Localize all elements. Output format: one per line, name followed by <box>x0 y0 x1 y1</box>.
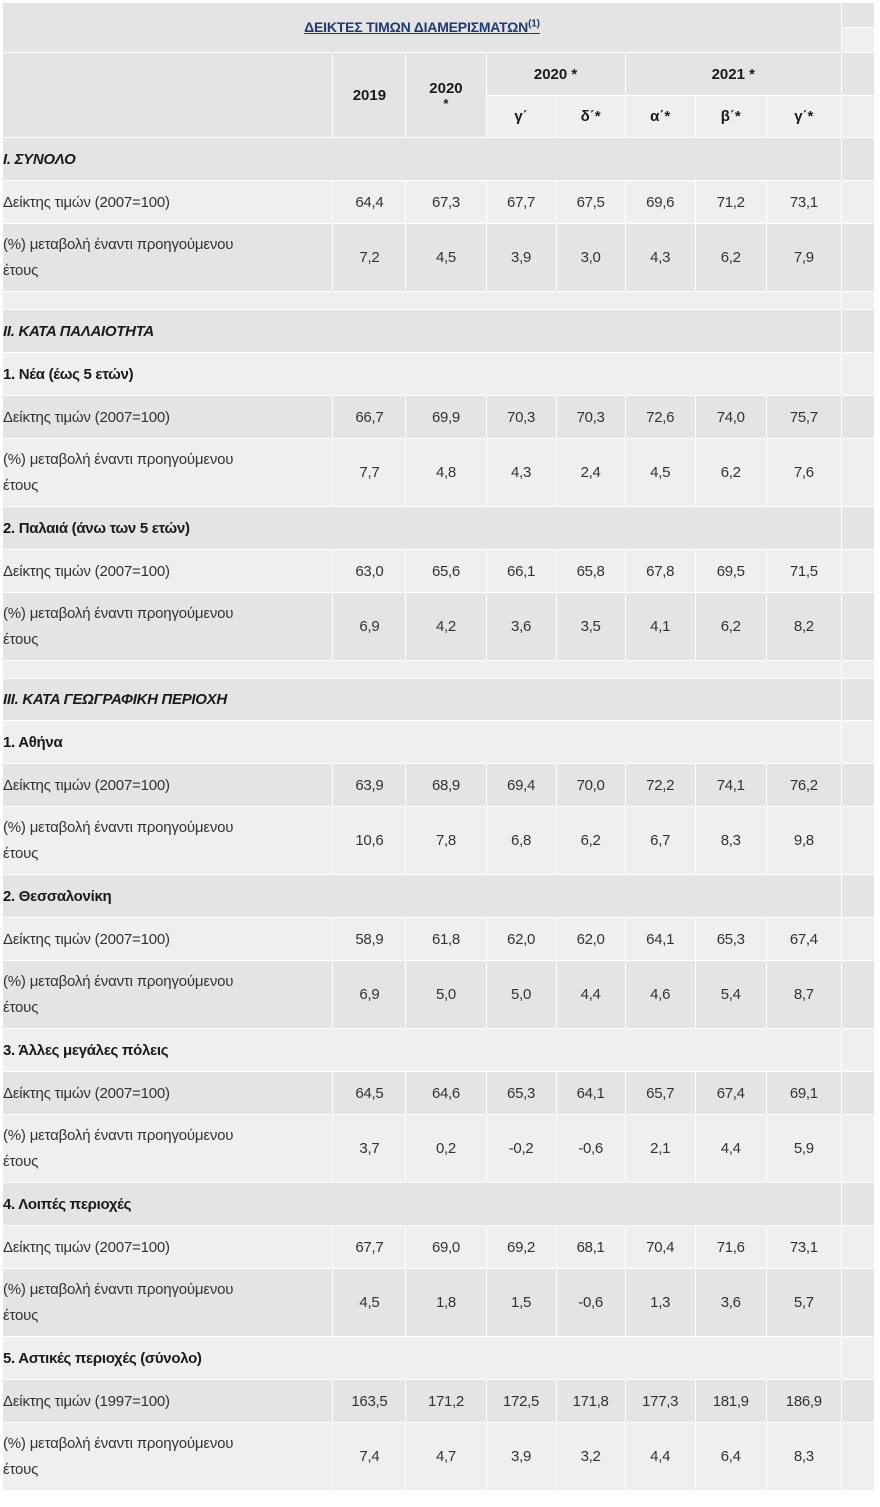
header-2020-star: * <box>443 95 449 111</box>
value-cell: 4,3 <box>650 249 671 266</box>
value-cell: 71,6 <box>716 1238 745 1256</box>
row-label <box>3 224 332 291</box>
header-group-2021: 2021 * <box>626 53 841 95</box>
section-title: II. ΚΑΤΑ ΠΑΛΑΙΟΤΗΤΑ <box>3 322 154 340</box>
value-cell: 6,9 <box>359 986 380 1003</box>
table-row <box>3 1269 874 1336</box>
value-cell: 7,8 <box>435 832 456 849</box>
value-cell: 8,3 <box>720 832 741 849</box>
row-label: Δείκτης τιμών (2007=100) <box>3 930 170 948</box>
header-quarter: α΄* <box>626 96 695 137</box>
value-cell: 3,0 <box>580 249 601 266</box>
row-label-line: έτους <box>3 476 39 494</box>
row-label-line: (%) μεταβολή έναντι προηγούμενου <box>3 450 234 468</box>
spacer-cell <box>842 96 874 137</box>
value-cell: 73,1 <box>789 193 818 211</box>
value-cell: 163,5 <box>351 1392 388 1410</box>
value-cell: 62,0 <box>576 930 605 948</box>
row-label-line: (%) μεταβολή έναντι προηγούμενου <box>3 1126 234 1144</box>
value-cell: 1,3 <box>650 1294 671 1311</box>
value-cell: 69,4 <box>507 776 536 794</box>
value-cell: 6,2 <box>720 249 741 266</box>
value-cell: 66,1 <box>507 562 536 580</box>
table-row <box>3 1226 874 1268</box>
value-cell: 72,6 <box>646 408 675 426</box>
value-cell: 7,2 <box>359 249 380 266</box>
value-cell: 177,3 <box>642 1392 679 1410</box>
row-label-line: (%) μεταβολή έναντι προηγούμενου <box>3 972 234 990</box>
value-cell: 67,3 <box>431 193 460 211</box>
table-row <box>3 550 874 592</box>
value-cell: 65,8 <box>576 562 605 580</box>
value-cell: 2,1 <box>650 1140 671 1157</box>
value-cell: 68,9 <box>431 776 460 794</box>
header-label-cell <box>3 53 332 137</box>
value-cell: 65,6 <box>431 562 460 580</box>
value-cell: 6,9 <box>359 618 380 635</box>
value-cell: 4,4 <box>720 1140 741 1157</box>
value-cell: 10,6 <box>355 832 384 849</box>
header-quarter: β΄* <box>696 96 766 137</box>
table-row <box>3 961 874 1028</box>
value-cell: 69,2 <box>507 1238 536 1256</box>
value-cell: -0,6 <box>578 1140 603 1157</box>
value-cell: 4,8 <box>435 464 456 481</box>
value-cell: 71,5 <box>789 562 818 580</box>
value-cell: 1,8 <box>435 1294 456 1311</box>
row-label <box>3 807 332 874</box>
value-cell: 5,0 <box>511 986 531 1003</box>
value-cell: 186,9 <box>785 1392 822 1410</box>
value-cell: 74,0 <box>716 408 745 426</box>
value-cell: 4,5 <box>359 1294 380 1311</box>
row-label-line: (%) μεταβολή έναντι προηγούμενου <box>3 1280 234 1298</box>
value-cell: 8,7 <box>793 986 814 1003</box>
value-cell: 64,6 <box>431 1084 460 1102</box>
value-cell: 64,5 <box>355 1084 384 1102</box>
spacer-cell <box>842 28 874 52</box>
subsection-title: 2. Θεσσαλονίκη <box>3 887 112 905</box>
value-cell: 7,7 <box>359 464 380 481</box>
value-cell: 69,9 <box>431 408 460 426</box>
value-cell: 64,4 <box>355 193 384 211</box>
table-row <box>3 181 874 223</box>
value-cell: 67,4 <box>789 930 818 948</box>
separator-row <box>3 292 874 309</box>
header-2020 <box>406 53 485 137</box>
value-cell: 6,2 <box>720 618 741 635</box>
row-label: Δείκτης τιμών (2007=100) <box>3 193 170 211</box>
header-2019: 2019 <box>333 53 405 137</box>
value-cell: 62,0 <box>507 930 536 948</box>
value-cell: 4,6 <box>650 986 671 1003</box>
value-cell: 66,7 <box>355 408 384 426</box>
value-cell: 3,7 <box>359 1140 380 1157</box>
value-cell: 7,4 <box>359 1448 380 1465</box>
value-cell: 0,2 <box>435 1140 456 1157</box>
header-quarter: γ΄* <box>767 96 841 137</box>
row-label-line: έτους <box>3 630 39 648</box>
value-cell: 65,3 <box>507 1084 536 1102</box>
value-cell: 5,9 <box>793 1140 814 1157</box>
separator-row <box>3 661 874 678</box>
value-cell: 5,0 <box>435 986 456 1003</box>
value-cell: 5,4 <box>720 986 741 1003</box>
row-label-line: (%) μεταβολή έναντι προηγούμενου <box>3 235 234 253</box>
value-cell: 64,1 <box>576 1084 605 1102</box>
row-label <box>3 593 332 660</box>
value-cell: 6,2 <box>580 832 601 849</box>
value-cell: 63,9 <box>355 776 384 794</box>
subsection-row <box>3 507 874 549</box>
value-cell: 4,7 <box>435 1448 456 1465</box>
subsection-title: 1. Αθήνα <box>3 733 63 751</box>
value-cell: 67,5 <box>576 193 605 211</box>
value-cell: 75,7 <box>789 408 818 426</box>
row-label-line: έτους <box>3 1460 39 1478</box>
value-cell: 4,3 <box>511 464 531 481</box>
value-cell: 70,4 <box>646 1238 675 1256</box>
table-row <box>3 807 874 874</box>
row-label-line: έτους <box>3 998 39 1016</box>
value-cell: 171,8 <box>572 1392 609 1410</box>
value-cell: 67,7 <box>507 193 536 211</box>
value-cell: 68,1 <box>576 1238 605 1256</box>
row-label <box>3 1115 332 1182</box>
value-cell: 172,5 <box>503 1392 540 1410</box>
table-title: ΔΕΙΚΤΕΣ ΤΙΜΩΝ ΔΙΑΜΕΡΙΣΜΑΤΩΝ <box>304 19 529 36</box>
header-group-2020: 2020 * <box>487 53 625 95</box>
value-cell: 70,3 <box>507 408 536 426</box>
value-cell: 4,4 <box>580 986 601 1003</box>
value-cell: 69,0 <box>431 1238 460 1256</box>
value-cell: 2,4 <box>580 464 601 481</box>
table-row <box>3 439 874 506</box>
value-cell: 58,9 <box>355 930 384 948</box>
value-cell: 6,8 <box>511 832 531 849</box>
value-cell: 69,1 <box>789 1084 818 1102</box>
value-cell: 71,2 <box>716 193 745 211</box>
row-label: Δείκτης τιμών (1997=100) <box>3 1392 170 1410</box>
subsection-row <box>3 353 874 395</box>
table-row <box>3 224 874 291</box>
value-cell: 69,5 <box>716 562 745 580</box>
table-title-link[interactable] <box>304 19 540 35</box>
section-title: I. ΣΥΝΟΛΟ <box>3 150 76 168</box>
table-row <box>3 1072 874 1114</box>
subsection-title: 1. Νέα (έως 5 ετών) <box>3 365 134 383</box>
table-row <box>3 593 874 660</box>
value-cell: 4,4 <box>650 1448 671 1465</box>
header-2020-year: 2020 <box>429 79 463 97</box>
value-cell: 9,8 <box>793 832 814 849</box>
row-label-line: (%) μεταβολή έναντι προηγούμενου <box>3 604 234 622</box>
value-cell: 5,7 <box>793 1294 814 1311</box>
value-cell: 61,8 <box>431 930 460 948</box>
value-cell: -0,2 <box>508 1140 534 1157</box>
value-cell: 74,1 <box>716 776 745 794</box>
header-quarter: γ΄ <box>487 96 556 137</box>
value-cell: 67,4 <box>716 1084 745 1102</box>
value-cell: -0,6 <box>578 1294 603 1311</box>
row-label: Δείκτης τιμών (2007=100) <box>3 776 170 794</box>
value-cell: 4,5 <box>650 464 671 481</box>
subsection-row <box>3 1183 874 1225</box>
value-cell: 4,2 <box>435 618 456 635</box>
value-cell: 181,9 <box>712 1392 749 1410</box>
row-label-line: έτους <box>3 1306 39 1324</box>
row-label <box>3 439 332 506</box>
row-label <box>3 961 332 1028</box>
row-label-line: έτους <box>3 1152 39 1170</box>
row-label-line: (%) μεταβολή έναντι προηγούμενου <box>3 818 234 836</box>
value-cell: 65,7 <box>646 1084 675 1102</box>
row-label-line: (%) μεταβολή έναντι προηγούμενου <box>3 1434 234 1452</box>
subsection-title: 3. Άλλες μεγάλες πόλεις <box>3 1041 169 1059</box>
value-cell: 8,2 <box>793 618 814 635</box>
value-cell: 3,6 <box>511 618 531 635</box>
value-cell: 3,6 <box>720 1294 741 1311</box>
section-row <box>3 679 874 720</box>
value-cell: 67,7 <box>355 1238 384 1256</box>
subsection-row <box>3 875 874 917</box>
row-label <box>3 1269 332 1336</box>
subsection-title: 2. Παλαιά (άνω των 5 ετών) <box>3 519 190 537</box>
value-cell: 3,5 <box>580 618 601 635</box>
value-cell: 70,3 <box>576 408 605 426</box>
value-cell: 65,3 <box>716 930 745 948</box>
row-label-line: έτους <box>3 261 39 279</box>
value-cell: 7,6 <box>793 464 814 481</box>
row-label: Δείκτης τιμών (2007=100) <box>3 1084 170 1102</box>
value-cell: 70,0 <box>576 776 605 794</box>
subsection-title: 5. Αστικές περιοχές (σύνολο) <box>3 1349 202 1367</box>
footnote-marker[interactable]: (1) <box>528 18 540 30</box>
value-cell: 6,7 <box>650 832 671 849</box>
value-cell: 8,3 <box>793 1448 814 1465</box>
subsection-title: 4. Λοιπές περιοχές <box>3 1195 132 1213</box>
value-cell: 171,2 <box>427 1392 464 1410</box>
table-row <box>3 918 874 960</box>
table-title-cell <box>3 3 841 52</box>
table-row <box>3 764 874 806</box>
value-cell: 4,1 <box>650 618 671 635</box>
subsection-row <box>3 721 874 763</box>
apartment-price-index-table <box>2 2 875 1491</box>
value-cell: 69,6 <box>646 193 675 211</box>
section-row <box>3 310 874 352</box>
value-cell: 76,2 <box>789 776 818 794</box>
value-cell: 6,2 <box>720 464 741 481</box>
table-row <box>3 1423 874 1490</box>
value-cell: 3,9 <box>511 1448 531 1465</box>
section-title: III. ΚΑΤΑ ΓΕΩΓΡΑΦΙΚΗ ΠΕΡΙΟΧΗ <box>3 691 227 708</box>
value-cell: 63,0 <box>355 562 384 580</box>
table-row <box>3 396 874 438</box>
row-label <box>3 1423 332 1490</box>
section-row <box>3 138 874 180</box>
spacer-cell <box>842 3 874 27</box>
row-label: Δείκτης τιμών (2007=100) <box>3 1238 170 1256</box>
row-label: Δείκτης τιμών (2007=100) <box>3 562 170 580</box>
value-cell: 72,2 <box>646 776 675 794</box>
subsection-row <box>3 1029 874 1071</box>
value-cell: 3,2 <box>580 1448 601 1465</box>
value-cell: 73,1 <box>789 1238 818 1256</box>
value-cell: 7,9 <box>793 249 814 266</box>
table-row <box>3 1115 874 1182</box>
row-label-line: έτους <box>3 844 39 862</box>
value-cell: 4,5 <box>435 249 456 266</box>
value-cell: 67,8 <box>646 562 675 580</box>
table-row <box>3 1380 874 1422</box>
row-label: Δείκτης τιμών (2007=100) <box>3 408 170 426</box>
value-cell: 6,4 <box>720 1448 741 1465</box>
value-cell: 64,1 <box>646 930 675 948</box>
value-cell: 1,5 <box>511 1294 531 1311</box>
header-quarter: δ΄* <box>557 96 625 137</box>
spacer-cell <box>842 53 874 95</box>
subsection-row <box>3 1337 874 1379</box>
value-cell: 3,9 <box>511 249 531 266</box>
